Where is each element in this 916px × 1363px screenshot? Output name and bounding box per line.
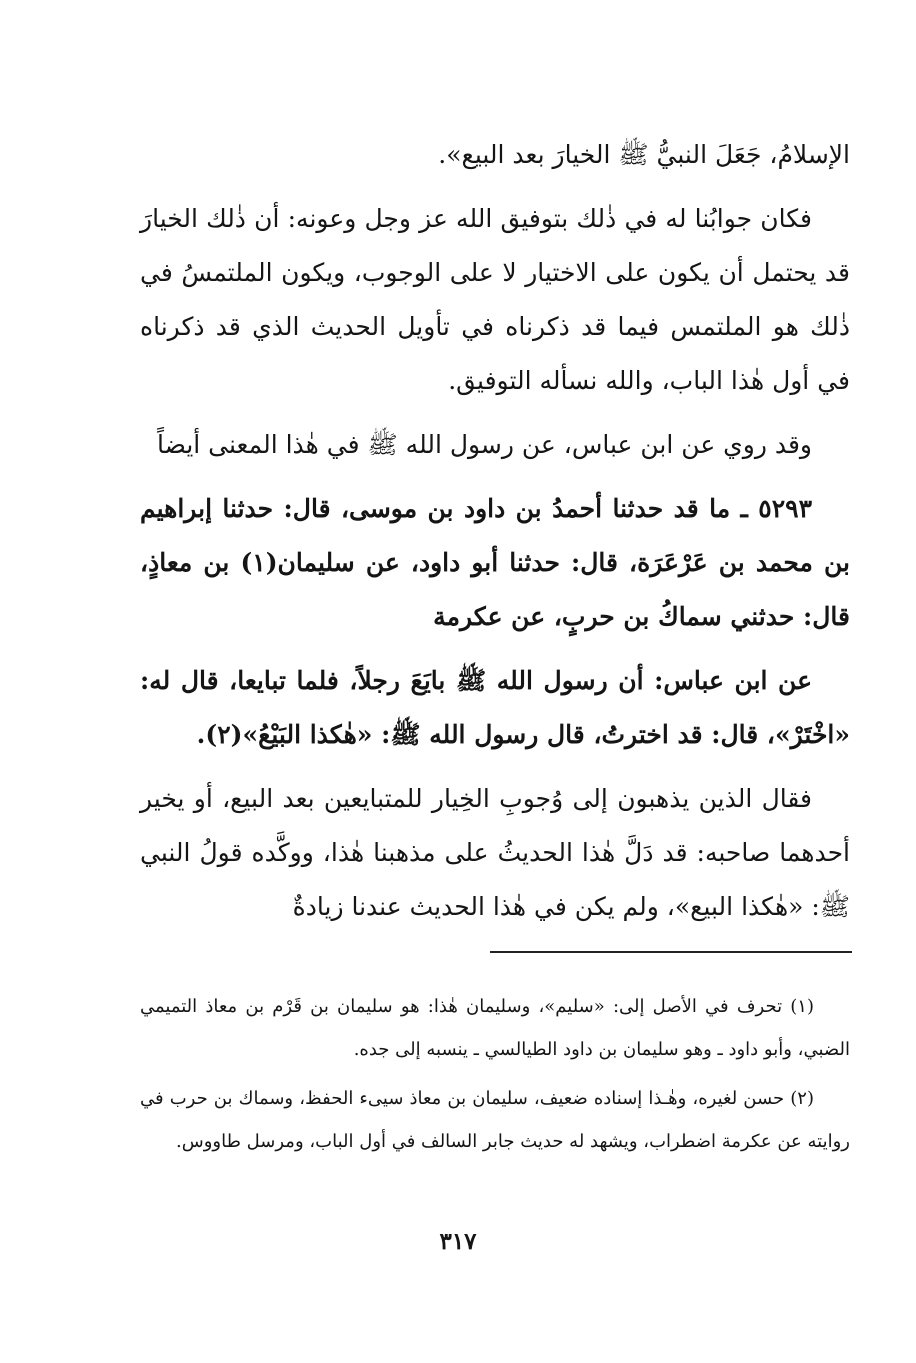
paragraph-commentary: فقال الذين يذهبون إلى وُجوبِ الخِيار للمتبايعين بعد البيع، أو يخير أحدهما صاحبه: قد دَلَّ هٰذا الحديثُ على مذهبنا هٰذا، ووكَّده قولُ النبي ﷺ: «هٰكذا البيع»، ولم يكن في هٰذا الحديث عندنا زيادةٌ — [140, 784, 850, 921]
paragraph-continuation: الإسلامُ، جَعَلَ النبيُّ ﷺ الخيارَ بعد البيع». — [438, 140, 850, 169]
footnote-divider — [490, 951, 852, 953]
hadith-isnad: ٥٢٩٣ ـ ما قد حدثنا أحمدُ بن داود بن موسى، قال: حدثنا إبراهيم بن محمد بن عَرْعَرَة، قال: حدثنا أبو داود، عن سليمان(١) بن معاذٍ، قال: حدثني سماكُ بن حربٍ، عن عكرمة — [140, 494, 851, 631]
main-text — [140, 128, 850, 944]
footnote-1: (١) تحرف في الأصل إلى: «سليم»، وسليمان هٰذا: هو سليمان بن قَرْم بن معاذ التميمي الضبي، وأبو داود ـ وهو سليمان بن داود الطيالسي ـ ينسبه إلى جده. — [140, 996, 850, 1060]
footnotes — [140, 985, 850, 1169]
paragraph-answer: فكان جوابُنا له في ذٰلك بتوفيق الله عز وجل وعونه: أن ذٰلك الخيارَ قد يحتمل أن يكون على الاختيار لا على الوجوب، ويكون الملتمسُ في ذٰلك هو الملتمس فيما قد ذكرناه في تأويل الحديث الذي قد ذكرناه في أول هٰذا الباب، والله نسأله التوفيق. — [140, 204, 850, 395]
paragraph-ibn-abbas-intro: وقد روي عن ابن عباس، عن رسول الله ﷺ في هٰذا المعنى أيضاً — [157, 430, 812, 459]
footnote-2: (٢) حسن لغيره، وهٰـذا إسناده ضعيف، سليمان بن معاذ سيىء الحفظ، وسماك بن حرب في روايته عن عكرمة اضطراب، ويشهد له حديث جابر السالف في أول الباب، ومرسل طاووس. — [140, 1088, 850, 1152]
page-number: ٣١٧ — [439, 1228, 477, 1255]
hadith-matn: عن ابن عباس: أن رسول الله ﷺ بايَعَ رجلاً، فلما تبايعا، قال له: «اخْتَرْ»، قال: قد اخترتُ، قال رسول الله ﷺ: «هٰكذا البَيْعُ»(٢). — [140, 666, 850, 749]
